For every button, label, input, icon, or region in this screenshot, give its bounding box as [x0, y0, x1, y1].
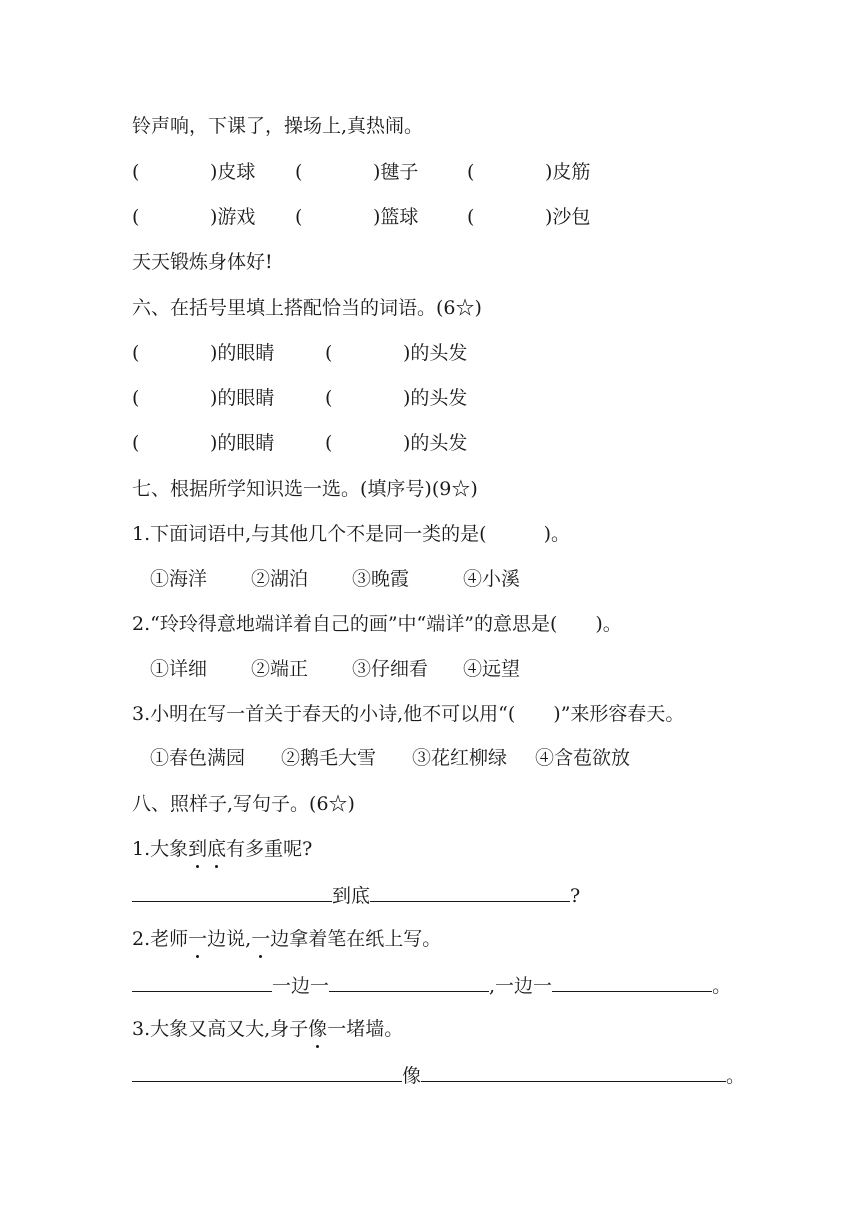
bracket-open: (	[132, 432, 140, 454]
bracket-label: )的头发	[403, 432, 468, 454]
bracket-open: (	[132, 342, 140, 364]
sentence-text: 3.大象又高又大,身子	[132, 1018, 309, 1040]
option: ②端正	[251, 658, 309, 680]
bracket-open: (	[132, 161, 140, 183]
answer-line-2	[132, 973, 731, 998]
bracket-open: (	[132, 387, 140, 409]
emphasis-char: 一	[251, 928, 271, 950]
bracket-open: (	[295, 161, 303, 183]
option: ①海洋	[150, 568, 208, 590]
sentence-text: 边拿着笔在纸上写。	[270, 928, 442, 950]
emphasis-char: 到	[188, 838, 208, 860]
option: ②鹅毛大雪	[281, 747, 377, 769]
sentence-1	[132, 837, 312, 861]
sentence-2	[132, 927, 441, 951]
option: ③花红柳绿	[412, 747, 508, 769]
option: ④含苞欲放	[535, 747, 631, 769]
sentence-text: 1.大象	[132, 838, 189, 860]
option: ②湖泊	[251, 568, 309, 590]
sentence-text: 2.老师	[132, 928, 189, 950]
option: ①春色满园	[150, 747, 246, 769]
answer-text: ?	[570, 885, 581, 907]
sentence-text: 有多重呢?	[226, 838, 313, 860]
answer-blank[interactable]	[329, 973, 489, 992]
answer-line-1	[132, 883, 580, 908]
answer-blank[interactable]	[132, 1063, 402, 1082]
bracket-label: )皮筋	[545, 161, 591, 183]
emphasis-char: 像	[308, 1018, 328, 1040]
section7-title: 七、根据所学知识选一选。(填序号)(9☆)	[132, 478, 478, 500]
section6-title: 六、在括号里填上搭配恰当的词语。(6☆)	[132, 297, 482, 319]
answer-blank[interactable]	[370, 883, 570, 902]
bracket-label: )沙包	[545, 206, 591, 228]
bracket-label: )皮球	[210, 161, 256, 183]
option: ①详细	[150, 658, 208, 680]
answer-line-3	[132, 1063, 745, 1088]
bracket-open: (	[325, 342, 333, 364]
bracket-open: (	[467, 206, 475, 228]
answer-text: 。	[712, 975, 732, 997]
sentence-text: 边说,	[207, 928, 252, 950]
option: ④远望	[463, 658, 521, 680]
emphasis-char: 底	[207, 838, 227, 860]
answer-text: 。	[726, 1065, 746, 1087]
answer-text: 一边一	[272, 975, 330, 997]
answer-blank[interactable]	[132, 883, 332, 902]
sentence-3	[132, 1017, 403, 1041]
bracket-label: )毽子	[373, 161, 419, 183]
emphasis-char: 一	[188, 928, 208, 950]
bracket-label: )的眼睛	[210, 387, 275, 409]
bracket-label: )的眼睛	[210, 342, 275, 364]
bracket-label: )篮球	[373, 206, 419, 228]
bracket-label: )的头发	[403, 387, 468, 409]
bracket-label: )的眼睛	[210, 432, 275, 454]
intro-line: 铃声响，下课了，操场上,真热闹。	[132, 115, 424, 137]
answer-text: 到底	[332, 885, 371, 907]
bracket-open: (	[325, 387, 333, 409]
closing-line: 天天锻炼身体好!	[132, 251, 273, 273]
bracket-label: )的头发	[403, 342, 468, 364]
answer-blank[interactable]	[421, 1063, 726, 1082]
bracket-label: )游戏	[210, 206, 256, 228]
question-2-stem: 2.“玲玲得意地端详着自己的画”中“端详”的意思是( )。	[132, 613, 622, 635]
question-1-stem: 1.下面词语中,与其他几个不是同一类的是( )。	[132, 523, 570, 545]
question-3-stem: 3.小明在写一首关于春天的小诗,他不可以用“( )”来形容春天。	[132, 703, 685, 725]
answer-blank[interactable]	[552, 973, 712, 992]
option: ③仔细看	[352, 658, 429, 680]
answer-text: 像	[402, 1065, 422, 1087]
bracket-open: (	[295, 206, 303, 228]
bracket-open: (	[132, 206, 140, 228]
sentence-text: 一堵墙。	[327, 1018, 404, 1040]
answer-text: ,一边一	[489, 975, 553, 997]
answer-blank[interactable]	[132, 973, 272, 992]
bracket-open: (	[467, 161, 475, 183]
option: ③晚霞	[352, 568, 410, 590]
bracket-open: (	[325, 432, 333, 454]
option: ④小溪	[463, 568, 521, 590]
section8-title: 八、照样子,写句子。(6☆)	[132, 793, 355, 815]
